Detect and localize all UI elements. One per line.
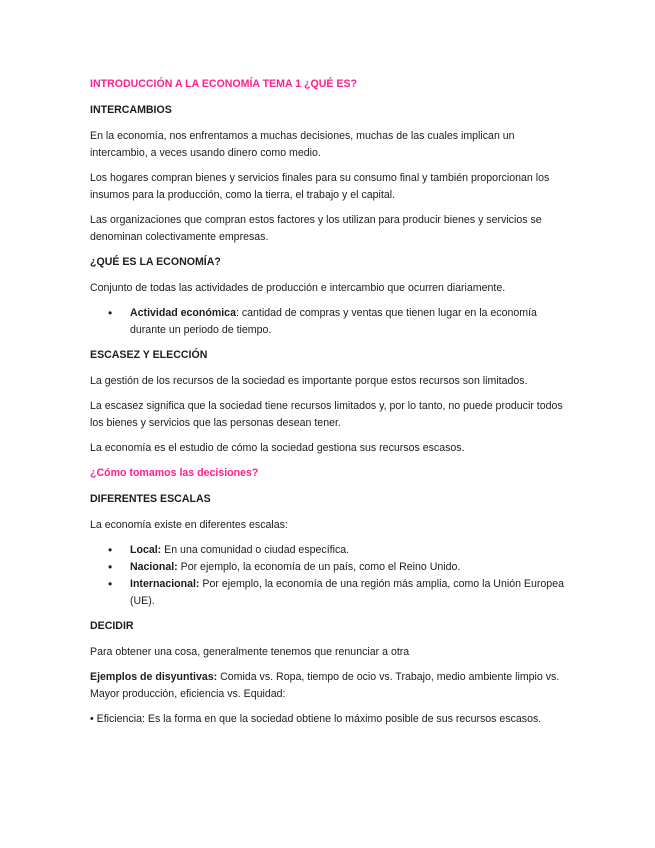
paragraph: • Eficiencia: Es la forma en que la sociedad obtiene lo máximo posible de sus recursos escasos. [90,713,542,725]
paragraph: La economía es el estudio de cómo la sociedad gestiona sus recursos escasos. [90,442,465,454]
paragraph [90,669,570,703]
bullet-term: Internacional: [130,578,200,590]
heading-escalas: DIFERENTES ESCALAS [90,493,211,505]
bullet-term: Nacional: [130,561,178,573]
bullet-text: En una comunidad o ciudad específica. [161,544,350,556]
heading-escasez: ESCASEZ Y ELECCIÓN [90,349,208,361]
document-title: INTRODUCCIÓN A LA ECONOMÍA TEMA 1 ¿QUÉ ES? [90,78,357,90]
paragraph: Conjunto de todas las actividades de producción e intercambio que ocurren diariamente. [90,282,506,294]
heading-intercambios: INTERCAMBIOS [90,104,172,116]
heading-que-es-economia: ¿QUÉ ES LA ECONOMÍA? [90,256,221,268]
paragraph: En la economía, nos enfrentamos a muchas decisiones, muchas de las cuales implican un intercambio, a veces usando dinero como medio. [90,130,515,159]
paragraph: Las organizaciones que compran estos factores y los utilizan para producir bienes y servicios se denominan colectivamente empresas. [90,214,542,243]
paragraph: La economía existe en diferentes escalas: [90,519,288,531]
heading-decidir: DECIDIR [90,620,134,632]
bullet-term: Actividad económica [130,307,236,319]
bullet-list [90,305,570,339]
list-item [130,576,570,610]
bullet-list [90,542,570,610]
heading-como-tomamos: ¿Cómo tomamos las decisiones? [90,467,259,479]
bullet-text: : cantidad de compras y ventas que tienen lugar en la economía durante un periodo de tiempo. [130,307,537,336]
paragraph: Los hogares compran bienes y servicios finales para su consumo final y también proporcionan los insumos para la producción, como la tierra, el trabajo y el capital. [90,172,550,201]
inline-term: Ejemplos de disyuntivas: [90,671,218,683]
bullet-term: Local: [130,544,162,556]
paragraph: La escasez significa que la sociedad tiene recursos limitados y, por lo tanto, no puede producir todos los bienes y servicios que las personas desean tener. [90,400,563,429]
paragraph: Para obtener una cosa, generalmente tenemos que renunciar a otra [90,646,410,658]
bullet-text: Por ejemplo, la economía de una región más amplia, como la Unión Europea (UE). [130,578,564,607]
inline-text: Comida vs. Ropa, tiempo de ocio vs. Trabajo, medio ambiente limpio vs. Mayor producción, eficiencia vs. Equidad: [90,671,560,700]
list-item [130,542,570,559]
bullet-text: Por ejemplo, la economía de un país, como el Reino Unido. [177,561,461,573]
document-body [90,76,570,736]
list-item [130,559,570,576]
list-item [130,305,570,339]
paragraph: La gestión de los recursos de la sociedad es importante porque estos recursos son limitados. [90,375,528,387]
